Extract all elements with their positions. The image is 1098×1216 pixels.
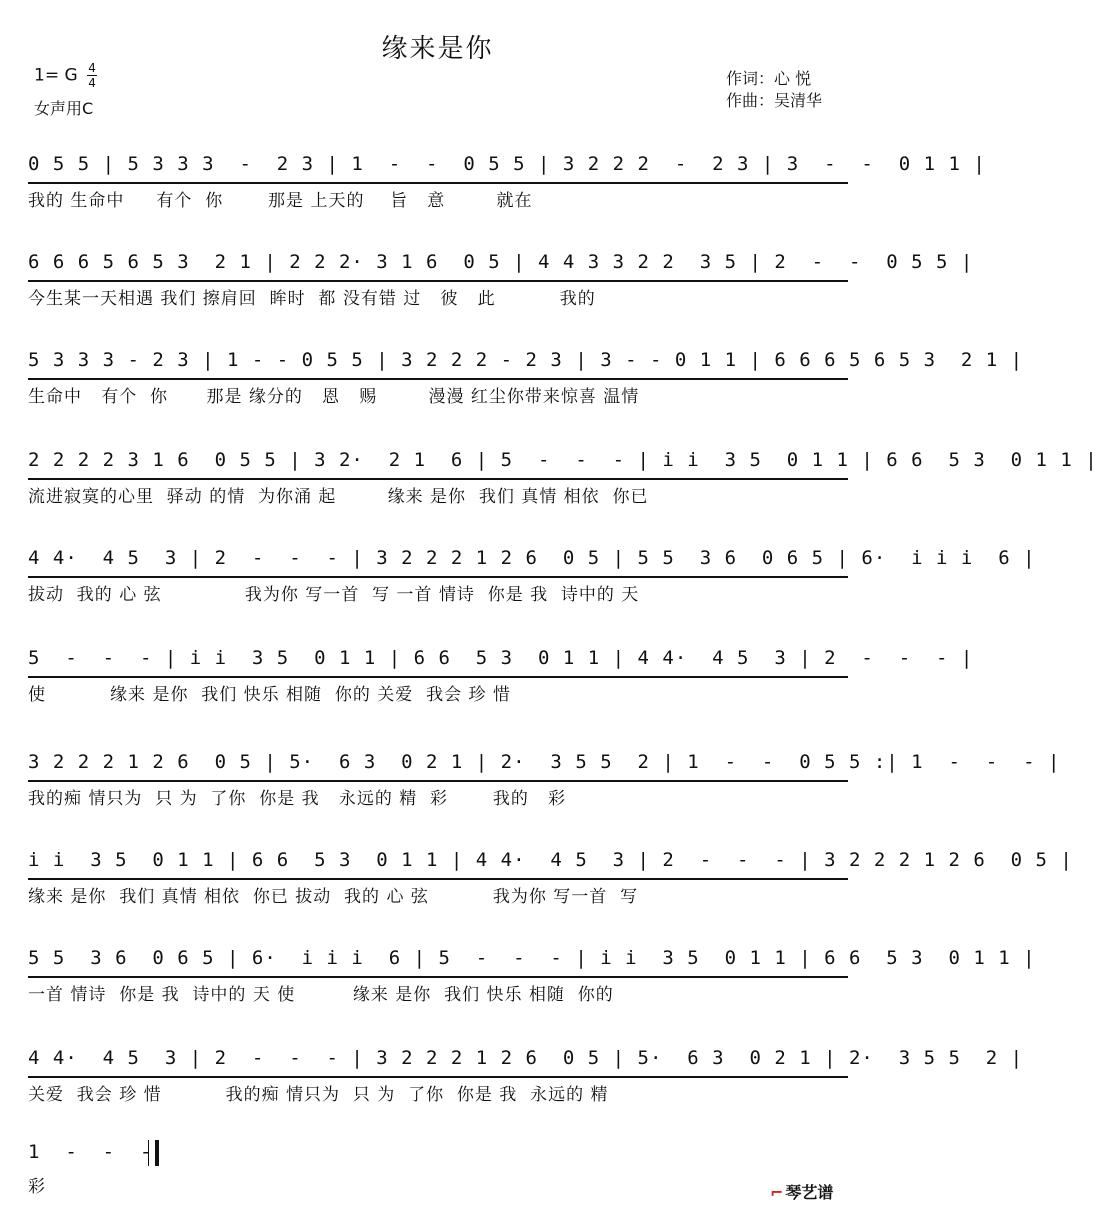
notation-line: 0 5 5 | 5 3 3 3 - 2 3 | 1 - - 0 5 5 | 3 2 2 2 - 2 3 | 3 - - 0 1 1 | (28, 150, 848, 184)
notation-line: 1 - - - (28, 1141, 153, 1163)
notation-line: 5 - - - | i i 3 5 0 1 1 | 6 6 5 3 0 1 1 | 4 4· 4 5 3 | 2 - - - | (28, 644, 848, 678)
score-row-2 (28, 248, 974, 312)
credits (726, 68, 822, 112)
lyrics-line: 流进寂寞的心里 驿动 的情 为你涌 起 缘来 是你 我们 真情 相依 你已 (28, 487, 649, 507)
lyrics-line: 一首 情诗 你是 我 诗中的 天 使 缘来 是你 我们 快乐 相随 你的 (28, 985, 614, 1005)
score-row-11 (28, 1138, 153, 1200)
brand-mark-icon: ⌐ (770, 1183, 784, 1202)
final-barline (148, 1140, 159, 1166)
score-row-10 (28, 1044, 1024, 1108)
notation-line: 4 4· 4 5 3 | 2 - - - | 3 2 2 2 1 2 6 0 5 | 5· 6 3 0 2 1 | 2· 3 5 5 2 | (28, 1044, 848, 1078)
brand-logo (770, 1180, 833, 1203)
notation-line: 3 2 2 2 1 2 6 0 5 | 5· 6 3 0 2 1 | 2· 3 5 5 2 | 1 - - 0 5 5 :| 1 - - - | (28, 748, 848, 782)
score-row-3 (28, 346, 1024, 410)
brand-name: 琴艺谱 (785, 1183, 834, 1202)
score-row-9 (28, 944, 1036, 1008)
notation-line: 6 6 6 5 6 5 3 2 1 | 2 2 2· 3 1 6 0 5 | 4 4 3 3 2 2 3 5 | 2 - - 0 5 5 | (28, 248, 848, 282)
voice-note: 女声用C (34, 99, 94, 118)
lyrics-line: 缘来 是你 我们 真情 相依 你已 拔动 我的 心 弦 我为你 写一首 写 (28, 887, 639, 907)
score-row-7 (28, 748, 1061, 812)
notation-line: i i 3 5 0 1 1 | 6 6 5 3 0 1 1 | 4 4· 4 5 3 | 2 - - - | 3 2 2 2 1 2 6 0 5 | (28, 846, 848, 880)
meter-bottom: 4 (88, 76, 96, 90)
lyrics-line: 我的 生命中 有个 你 那是 上天的 旨 意 就在 (28, 191, 533, 211)
lyrics-line: 关爱 我会 珍 惜 我的痴 情只为 只 为 了你 你是 我 永远的 精 (28, 1085, 609, 1105)
lyricist: 作词：心 悦 (726, 69, 812, 88)
song-title: 缘来是你 (381, 34, 494, 64)
notation-line: 5 5 3 6 0 6 5 | 6· i i i 6 | 5 - - - | i i 3 5 0 1 1 | 6 6 5 3 0 1 1 | (28, 944, 848, 978)
score-row-6 (28, 644, 974, 708)
score-row-8 (28, 846, 1073, 910)
lyrics-line: 我的痴 情只为 只 为 了你 你是 我 永远的 精 彩 我的 彩 (28, 789, 567, 809)
score-row-1 (28, 150, 986, 214)
notation-line: 5 3 3 3 - 2 3 | 1 - - 0 5 5 | 3 2 2 2 - 2 3 | 3 - - 0 1 1 | 6 6 6 5 6 5 3 2 1 | (28, 346, 848, 380)
time-signature (87, 62, 97, 89)
key-signature (34, 62, 97, 89)
notation-line: 2 2 2 2 3 1 6 0 5 5 | 3 2· 2 1 6 | 5 - - - | i i 3 5 0 1 1 | 6 6 5 3 0 1 1 | (28, 446, 848, 480)
meter-top: 4 (88, 61, 96, 75)
lyrics-line: 使 缘来 是你 我们 快乐 相随 你的 关爱 我会 珍 惜 (28, 685, 511, 705)
key-label: 1= G (34, 65, 78, 86)
lyrics-line: 今生某一天相遇 我们 擦肩回 眸时 都 没有错 过 彼 此 我的 (28, 289, 596, 309)
score-row-4 (28, 446, 1098, 510)
lyrics-line: 生命中 有个 你 那是 缘分的 恩 赐 漫漫 红尘你带来惊喜 温情 (28, 387, 640, 407)
lyrics-line: 拔动 我的 心 弦 我为你 写一首 写 一首 情诗 你是 我 诗中的 天 (28, 585, 640, 605)
lyrics-line: 彩 (28, 1177, 46, 1197)
notation-line: 4 4· 4 5 3 | 2 - - - | 3 2 2 2 1 2 6 0 5 | 5 5 3 6 0 6 5 | 6· i i i 6 | (28, 544, 848, 578)
score-row-5 (28, 544, 1036, 608)
composer: 作曲：吴清华 (726, 91, 823, 110)
